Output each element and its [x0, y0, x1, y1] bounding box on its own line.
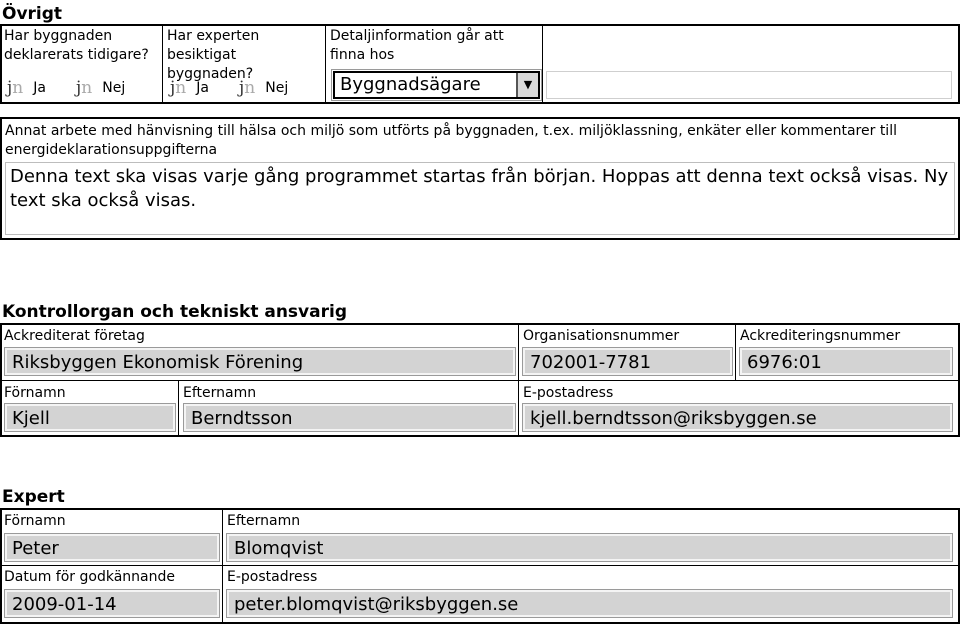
radio-label: Nej: [265, 80, 289, 96]
lastname-field[interactable]: Berndtsson: [184, 404, 515, 431]
comment-label: Annat arbete med hänvisning till hälsa och miljö som utförts på byggnaden, t.ex. miljöklassning, enkäter eller kommentarer till energideklarationsuppgifterna: [5, 123, 897, 158]
empty-field[interactable]: [546, 71, 952, 99]
expert-firstname-label: Förnamn: [4, 513, 66, 529]
select-value: Byggnadsägare: [340, 74, 481, 95]
expert-lastname-field[interactable]: Blomqvist: [227, 534, 952, 561]
company-field[interactable]: Riksbyggen Ekonomisk Förening: [5, 348, 515, 375]
radio-icon: jn: [239, 78, 256, 98]
divider: [162, 24, 163, 104]
radio-inspected-no[interactable]: [239, 79, 288, 97]
divider: [518, 323, 519, 437]
radio-inspected-yes[interactable]: [170, 79, 209, 97]
divider: [222, 508, 223, 624]
approval-date-label: Datum för godkännande: [4, 569, 175, 585]
company-label: Ackrediterat företag: [4, 328, 145, 344]
section-title-expert: Expert: [2, 487, 65, 507]
section-title-ovrigt: Övrigt: [2, 4, 63, 24]
divider: [542, 24, 543, 104]
email-label: E-postadress: [523, 385, 614, 401]
approval-date-field[interactable]: 2009-01-14: [5, 590, 219, 617]
email-field[interactable]: kjell.berndtsson@riksbyggen.se: [523, 404, 952, 431]
orgnr-label: Organisationsnummer: [523, 328, 680, 344]
radio-label: Ja: [33, 80, 46, 96]
chevron-down-icon[interactable]: ▼: [516, 73, 538, 97]
radio-icon: jn: [170, 78, 187, 98]
q-details-label: Detaljinformation går att finna hos: [330, 28, 504, 63]
radio-declared-yes[interactable]: [7, 79, 46, 97]
q-inspected-label: Har experten besiktigat byggnaden?: [167, 28, 260, 82]
lastname-label: Efternamn: [183, 385, 257, 401]
divider: [178, 380, 179, 437]
radio-declared-no[interactable]: [76, 79, 125, 97]
radio-icon: jn: [7, 78, 24, 98]
expert-lastname-label: Efternamn: [227, 513, 301, 529]
orgnr-field[interactable]: 702001-7781: [523, 348, 732, 375]
divider: [325, 24, 326, 104]
radio-label: Nej: [102, 80, 126, 96]
accreditation-field[interactable]: 6976:01: [740, 348, 952, 375]
divider: [735, 323, 736, 380]
divider: [0, 565, 960, 566]
q-declared-before-label: Har byggnaden deklarerats tidigare?: [4, 28, 149, 63]
expert-email-field[interactable]: peter.blomqvist@riksbyggen.se: [227, 590, 952, 617]
accreditation-label: Ackrediteringsnummer: [740, 328, 901, 344]
details-source-select[interactable]: [333, 71, 540, 99]
firstname-field[interactable]: Kjell: [5, 404, 175, 431]
expert-email-label: E-postadress: [227, 569, 318, 585]
radio-label: Ja: [196, 80, 209, 96]
expert-firstname-field[interactable]: Peter: [5, 534, 219, 561]
radio-icon: jn: [76, 78, 93, 98]
section-title-kontrollorgan: Kontrollorgan och tekniskt ansvarig: [2, 302, 347, 322]
divider: [0, 380, 960, 381]
comment-textarea[interactable]: Denna text ska visas varje gång programmet startas från början. Hoppas att denna text också visas. Ny text ska också visas.: [5, 162, 955, 235]
firstname-label: Förnamn: [4, 385, 66, 401]
